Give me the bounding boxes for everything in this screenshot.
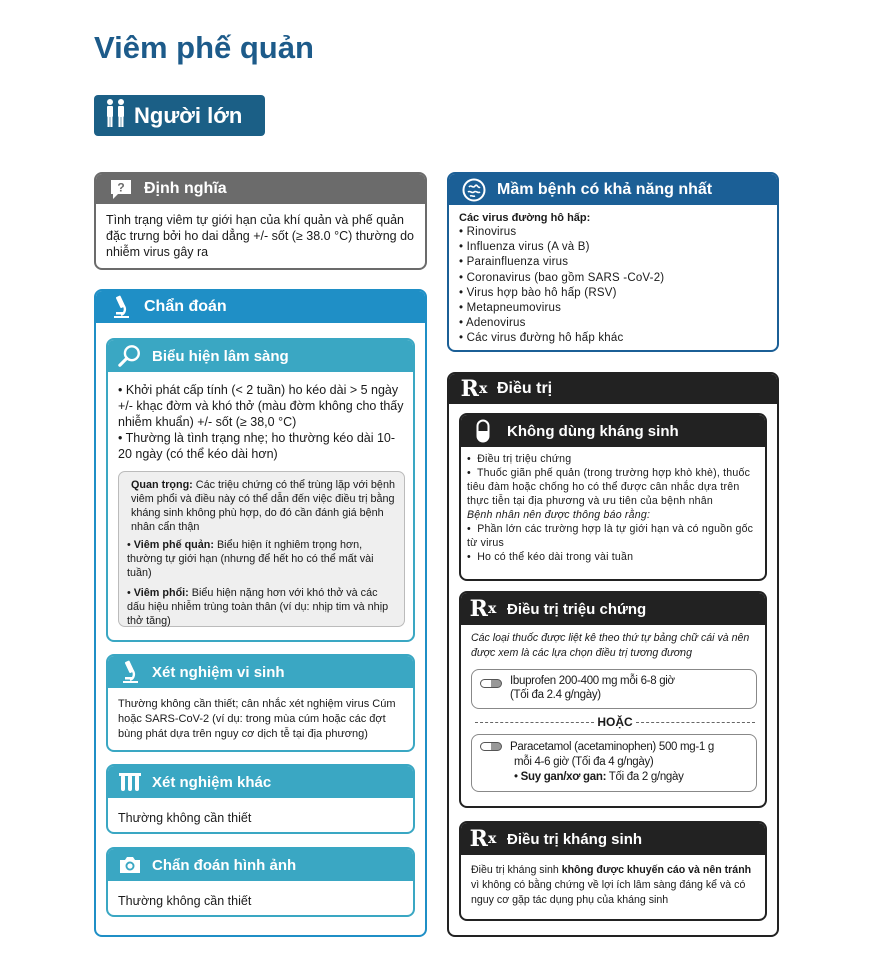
test-tubes-icon (118, 770, 142, 794)
microscope-icon (118, 660, 142, 684)
list-item: • Adenovirus (459, 316, 769, 331)
list-item: • Rinovirus (459, 225, 769, 240)
virus-icon (461, 177, 487, 203)
imaging-panel (106, 847, 415, 917)
bronchitis-label: Viêm phế quản: (133, 539, 214, 551)
rx-icon: R x (469, 826, 497, 852)
pill-icon (480, 679, 502, 688)
camera-icon (118, 853, 142, 877)
antibiotic-heading: Điều trị kháng sinh (507, 830, 643, 848)
drug-frequency: mỗi 4-6 giờ (Tối đa 4 g/ngày) (514, 756, 654, 768)
pill-icon (480, 742, 502, 751)
list-item: • Coronavirus (bao gồm SARS -CoV-2) (459, 271, 769, 286)
definition-text: Tình trạng viêm tự giới hạn của khí quản và phế quản đặc trưng bởi ho dai dẳng +/- sốt (≥ 38.0 °C) thường do nhiễm virus gây ra (106, 213, 415, 259)
microbiology-text: Thường không cần thiết; cân nhắc xét nghiệm virus Cúm hoặc SARS-CoV-2 (ví dụ: trong mùa cúm hoặc các đợt bùng phát dựa trên nguy cơ dịch tễ tại địa phương) (118, 698, 396, 740)
audience-badge (94, 95, 265, 136)
no-antibiotic-panel (459, 413, 767, 581)
list-item: • Thuốc giãn phế quản (trong trường hợp khò khè), thuốc tiêu đàm hoặc chống ho có thể được cân nhắc dựa trên thực tiễn tại địa phương và ưu tiên của bệnh nhân (467, 467, 751, 507)
definition-header (96, 174, 425, 204)
list-item: • Phần lớn các trường hợp là tự giới hạn và có nguồn gốc từ virus (467, 523, 754, 549)
no-antibiotic-header (461, 415, 765, 447)
imaging-heading: Chẩn đoán hình ảnh (152, 856, 297, 874)
list-item: • Ho có thể kéo dài trong vài tuần (467, 551, 634, 563)
drug-option-paracetamol (471, 734, 757, 792)
other-tests-panel (106, 764, 415, 834)
divider-line (636, 722, 755, 723)
microbiology-header (108, 656, 413, 688)
rx-icon: R x (460, 376, 488, 402)
svg-text:?: ? (117, 180, 125, 195)
important-label: Quan trọng: (131, 479, 193, 491)
magnifier-icon (118, 344, 142, 368)
pneumonia-text: Biểu hiện nặng hơn với khó thở và các dấu hiệu nhiễm trùng toàn thân (ví dụ: nhịp tim và nhịp thở tăng) (127, 587, 389, 627)
bronchitis-text: Biểu hiện ít nghiêm trọng hơn, thường tự giới hạn (nhưng để hết ho có thể mất vài tuần) (127, 539, 374, 579)
list-item: • Metapneumovirus (459, 301, 769, 316)
symptomatic-heading: Điều trị triệu chứng (507, 600, 647, 618)
or-divider (475, 713, 755, 731)
definition-heading: Định nghĩa (144, 180, 227, 197)
antibiotic-text: Điều trị kháng sinh không được khuyến cáo và nên tránh vì không có bằng chứng về lợi ích lâm sàng đáng kể và có nguy cơ gặp tác dụng phụ của kháng sinh (471, 864, 752, 906)
microbiology-heading: Xét nghiệm vi sinh (152, 663, 285, 681)
antibiotic-header (461, 823, 765, 855)
symptomatic-header (461, 593, 765, 625)
clinical-bullet: • Khởi phát cấp tính (< 2 tuần) ho kéo dài > 5 ngày +/- khạc đờm và khó thở (màu đờm không cho thấy nhiễm khuẩn) +/- sốt (≥ 38,0 °C) (118, 383, 404, 429)
people-icon (104, 98, 128, 133)
pneumonia-label: Viêm phổi: (133, 587, 189, 599)
clinical-heading: Biểu hiện lâm sàng (152, 347, 289, 365)
pathogens-subheading: Các virus đường hô hấp: (459, 212, 591, 224)
imaging-text: Thường không cần thiết (118, 894, 252, 908)
page-title: Viêm phế quản (94, 30, 314, 65)
diagnosis-header (96, 291, 425, 323)
rx-icon: R x (469, 596, 497, 622)
important-text: Các triệu chứng có thể trùng lặp với bệnh viêm phổi và điều này có thể dẫn đến việc điều trị bằng kháng sinh không phù hợp, do đó cần đánh giá bệnh nhân cẩn thận (131, 479, 395, 533)
antibiotic-panel (459, 821, 767, 921)
drug-dose: Paracetamol (acetaminophen) 500 mg-1 g (510, 741, 715, 753)
divider-line (475, 722, 594, 723)
list-item: • Virus hợp bào hô hấp (RSV) (459, 286, 769, 301)
list-item: • Các virus đường hô hấp khác (459, 331, 769, 346)
drug-dose: Ibuprofen 200-400 mg mỗi 6-8 giờ (510, 675, 675, 687)
clinical-bullet: • Thường là tình trạng nhẹ; ho thường kéo dài 10-20 ngày (có thể kéo dài hơn) (118, 431, 396, 461)
list-item: • Influenza virus (A và B) (459, 240, 769, 255)
microscope-icon (108, 294, 134, 320)
pathogens-header (449, 174, 777, 205)
audience-label: Người lớn (134, 102, 243, 128)
capsule-icon (471, 419, 495, 443)
list-item: • Parainfluenza virus (459, 255, 769, 270)
clinical-header (108, 340, 413, 372)
pathogens-panel (447, 172, 779, 352)
diagnosis-heading: Chẩn đoán (144, 298, 227, 315)
question-icon (108, 176, 134, 202)
drug-max: (Tối đa 2.4 g/ngày) (510, 689, 601, 701)
drug-adjustment: • Suy gan/xơ gan: Tối đa 2 g/ngày (514, 771, 684, 783)
microbiology-panel (106, 654, 415, 752)
list-item: • Điều trị triệu chứng (467, 453, 572, 465)
drug-option-ibuprofen (471, 669, 757, 709)
treatment-heading: Điều trị (497, 380, 553, 397)
pathogen-list (459, 225, 769, 347)
clinical-panel (106, 338, 415, 642)
other-tests-header (108, 766, 413, 798)
symptomatic-panel (459, 591, 767, 808)
treatment-header (449, 374, 777, 404)
or-label: HOẶC (597, 715, 633, 729)
important-note: Quan trọng: Các triệu chứng có thể trùng lặp với bệnh viêm phổi và điều này có thể dẫn đến việc điều trị bằng kháng sinh không phù hợp, do đó cần đánh giá bệnh nhân cẩn thận • Viêm phế quản: Biểu hiện ít nghiêm trọng hơn, thường tự giới hạn (nhưng để hết ho có thể mất vài tuần) • Viêm phổi: Biểu hiện nặng hơn với khó thở và các dấu hiệu nhiễm trùng toàn thân (ví dụ: nhịp tim và nhịp thở tăng) (118, 471, 405, 627)
imaging-header (108, 849, 413, 881)
no-antibiotic-heading: Không dùng kháng sinh (507, 422, 679, 440)
symptomatic-intro: Các loại thuốc được liệt kê theo thứ tự bảng chữ cái và nên được xem là các lựa chọn điều trị tương đương (471, 632, 750, 659)
pathogens-heading: Mầm bệnh có khả năng nhất (497, 180, 713, 198)
definition-panel (94, 172, 427, 270)
inform-label: Bệnh nhân nên được thông báo rằng: (467, 509, 651, 521)
other-tests-text: Thường không cần thiết (118, 811, 252, 825)
other-tests-heading: Xét nghiệm khác (152, 773, 272, 791)
